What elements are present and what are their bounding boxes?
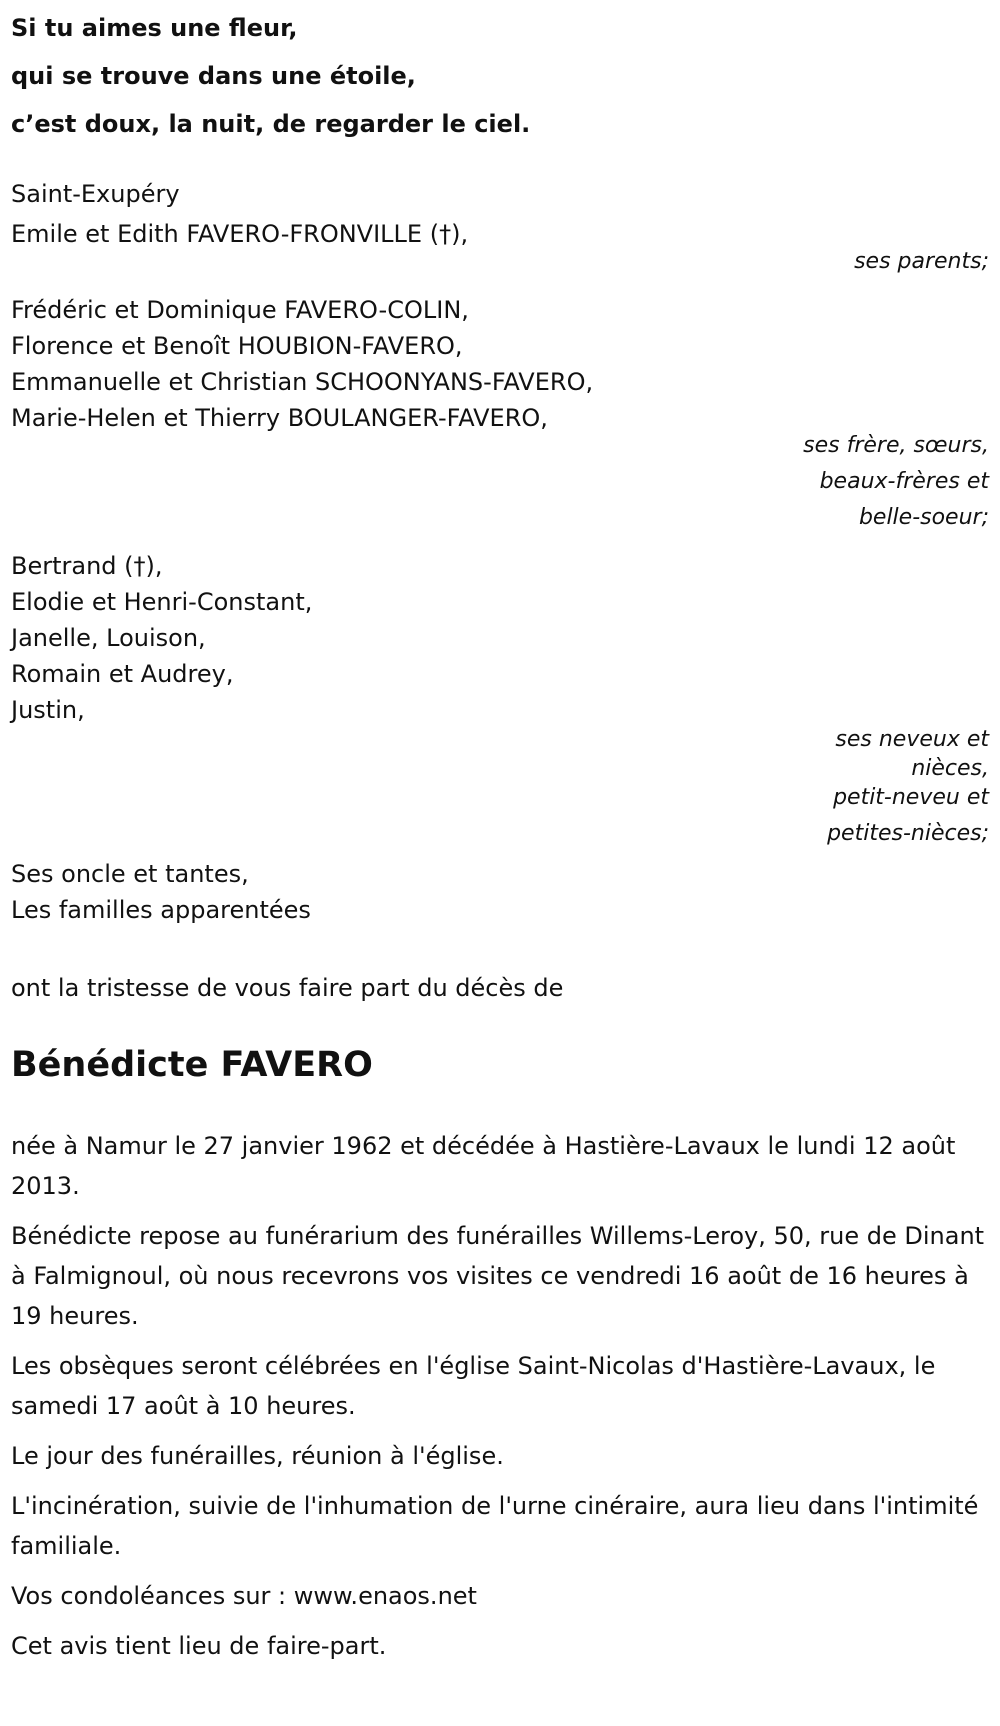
- detail-paragraph: née à Namur le 27 janvier 1962 et décédée à Hastière-Lavaux le lundi 12 août 2013.: [11, 1132, 956, 1200]
- poem-line: c’est doux, la nuit, de regarder le ciel.: [11, 110, 531, 138]
- obituary-notice: [11, 0, 989, 1676]
- sibling-line: Marie-Helen et Thierry BOULANGER-FAVERO,: [11, 404, 548, 432]
- funeral-details: [11, 1126, 989, 1666]
- nephew-line: Elodie et Henri-Constant,: [11, 588, 313, 616]
- poem-line: qui se trouve dans une étoile,: [11, 62, 416, 90]
- nephews-role-line: nièces,: [911, 756, 989, 781]
- detail-paragraph: Le jour des funérailles, réunion à l'église.: [11, 1442, 504, 1470]
- nephew-line: Justin,: [11, 696, 85, 724]
- nephews-group: [11, 548, 989, 728]
- announcement-text: ont la tristesse de vous faire part du décès de: [11, 974, 564, 1002]
- poem-line: Si tu aimes une fleur,: [11, 14, 298, 42]
- nephews-role: [11, 722, 989, 852]
- nephew-line: Bertrand (†),: [11, 552, 163, 580]
- detail-paragraph: Les obsèques seront célébrées en l'église Saint-Nicolas d'Hastière-Lavaux, le samedi 17 août à 10 heures.: [11, 1352, 936, 1420]
- siblings-role: [11, 428, 989, 536]
- detail-paragraph: Cet avis tient lieu de faire-part.: [11, 1632, 387, 1660]
- sibling-line: Florence et Benoît HOUBION-FAVERO,: [11, 332, 463, 360]
- detail-paragraph: Bénédicte repose au funérarium des funérailles Willems-Leroy, 50, rue de Dinant à Falmignoul, où nous recevrons vos visites ce vendredi 16 août de 16 heures à 19 heures.: [11, 1222, 985, 1330]
- parents-role: ses parents;: [854, 249, 989, 274]
- deceased-name: Bénédicte FAVERO: [11, 1045, 373, 1085]
- quote-author: Saint-Exupéry: [11, 180, 180, 208]
- siblings-role-line: belle-soeur;: [858, 505, 989, 530]
- other-relatives: [11, 856, 989, 928]
- sibling-line: Frédéric et Dominique FAVERO-COLIN,: [11, 296, 469, 324]
- poem-quote: [11, 4, 989, 148]
- relative-line: Les familles apparentées: [11, 896, 311, 924]
- nephew-line: Janelle, Louison,: [11, 624, 206, 652]
- siblings-role-line: beaux-frères et: [819, 469, 989, 494]
- nephew-line: Romain et Audrey,: [11, 660, 234, 688]
- sibling-line: Emmanuelle et Christian SCHOONYANS-FAVERO,: [11, 368, 594, 396]
- relative-line: Ses oncle et tantes,: [11, 860, 249, 888]
- siblings-role-line: ses frère, sœurs,: [803, 433, 989, 458]
- nephews-role-line: petit-neveu et: [833, 785, 989, 810]
- detail-paragraph: L'incinération, suivie de l'inhumation de l'urne cinéraire, aura lieu dans l'intimité familiale.: [11, 1492, 979, 1560]
- detail-paragraph: Vos condoléances sur : www.enaos.net: [11, 1582, 477, 1610]
- parents-names: Emile et Edith FAVERO-FRONVILLE (†),: [11, 220, 469, 248]
- nephews-role-line: ses neveux et: [835, 727, 989, 752]
- nephews-role-line: petites-nièces;: [827, 821, 989, 846]
- siblings-group: [11, 292, 989, 436]
